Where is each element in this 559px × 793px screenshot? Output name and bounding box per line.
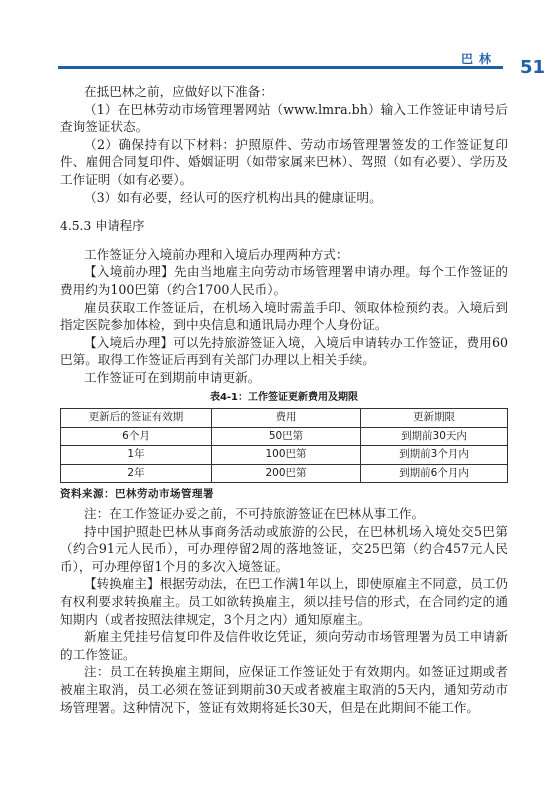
table-cell: 50巴第 bbox=[212, 427, 361, 446]
paragraph: 工作签证分入境前办理和入境后办理两种方式： bbox=[84, 246, 349, 262]
table-header-cell: 更新期限 bbox=[361, 409, 508, 428]
paragraph: （2）确保持有以下材料：护照原件、劳动市场管理署签发的工作签证复印件、雇佣合同复印件、婚姻证明（如带家属来巴林）、驾照（如有必要）、学历及工作证明（如有必要）。 bbox=[60, 136, 508, 187]
paragraph: 注：员工在转换雇主期间，应保证工作签证处于有效期内。如签证过期或者被雇主取消，员工必须在签证到期前30天或者被雇主取消的5天内，通知劳动市场管理署。这种情况下，签证有效期将延长30天，但是在此期间不能工作。 bbox=[60, 664, 508, 715]
paragraph: （1）在巴林劳动市场管理署网站（www.lmra.bh）输入工作签证申请号后查询签证状态。 bbox=[60, 101, 508, 135]
table-cell: 到期前6个月内 bbox=[361, 464, 508, 483]
paragraph: 【转换雇主】根据劳动法，在巴工作满1年以上，即使原雇主不同意，员工仍有权利要求转换雇主。员工如欲转换雇主，须以挂号信的形式，在合同约定的通知期内（或者按照法律规定，3个月之内）通知原雇主。 bbox=[60, 576, 508, 627]
table-row bbox=[61, 464, 508, 483]
table-cell: 100巴第 bbox=[212, 446, 361, 465]
table-row bbox=[61, 446, 508, 465]
table-row bbox=[61, 427, 508, 446]
table-cell: 6个月 bbox=[61, 427, 212, 446]
paragraph: （3）如有必要，经认可的医疗机构出具的健康证明。 bbox=[84, 189, 382, 205]
page-header bbox=[0, 0, 559, 80]
paragraph: 注：在工作签证办妥之前，不可持旅游签证在巴林从事工作。 bbox=[84, 506, 425, 522]
table-caption: 表4-1：工作签证更新费用及期限 bbox=[209, 391, 359, 403]
table-cell: 到期前30天内 bbox=[361, 427, 508, 446]
paragraph: 雇员获取工作签证后，在机场入境时需盖手印、领取体检预约表。入境后到指定医院参加体检，到中央信息和通讯局办理个人身份证。 bbox=[60, 299, 508, 333]
table-header-cell: 更新后的签证有效期 bbox=[61, 409, 212, 428]
renewal-fee-table bbox=[60, 408, 508, 483]
section-heading: 4.5.3 申请程序 bbox=[60, 219, 145, 234]
table-cell: 2年 bbox=[61, 464, 212, 483]
paragraph: 新雇主凭挂号信复印件及信件收讫凭证，须向劳动市场管理署为员工申请新的工作签证。 bbox=[60, 629, 508, 662]
table-source: 资料来源：巴林劳动市场管理署 bbox=[60, 488, 214, 501]
table-header-row bbox=[61, 409, 508, 428]
table-cell: 到期前3个月内 bbox=[361, 446, 508, 465]
header-country-label: 巴林 bbox=[460, 52, 497, 66]
paragraph: 持中国护照赴巴林从事商务活动或旅游的公民，在巴林机场入境处交5巴第（约合91元人民币），可办理停留2周的落地签证，交25巴第（约合457元人民币），可办理停留1个月的多次入境签证。 bbox=[60, 523, 508, 574]
paragraph: 【入境前办理】先由当地雇主向劳动市场管理署申请办理。每个工作签证的费用约为100巴第（约合1700人民币）。 bbox=[60, 264, 508, 297]
page-content bbox=[60, 83, 508, 716]
page-number: 51 bbox=[519, 57, 545, 78]
paragraph: 在抵巴林之前，应做好以下准备： bbox=[84, 84, 273, 99]
table-header-cell: 费用 bbox=[212, 409, 361, 428]
table-cell: 200巴第 bbox=[212, 464, 361, 483]
header-rule bbox=[58, 66, 503, 69]
table-cell: 1年 bbox=[61, 446, 212, 465]
paragraph: 工作签证可在到期前申请更新。 bbox=[84, 369, 261, 385]
paragraph: 【入境后办理】可以先持旅游签证入境，入境后申请转办工作签证，费用60巴第。取得工作签证后再到有关部门办理以上相关手续。 bbox=[60, 334, 508, 368]
